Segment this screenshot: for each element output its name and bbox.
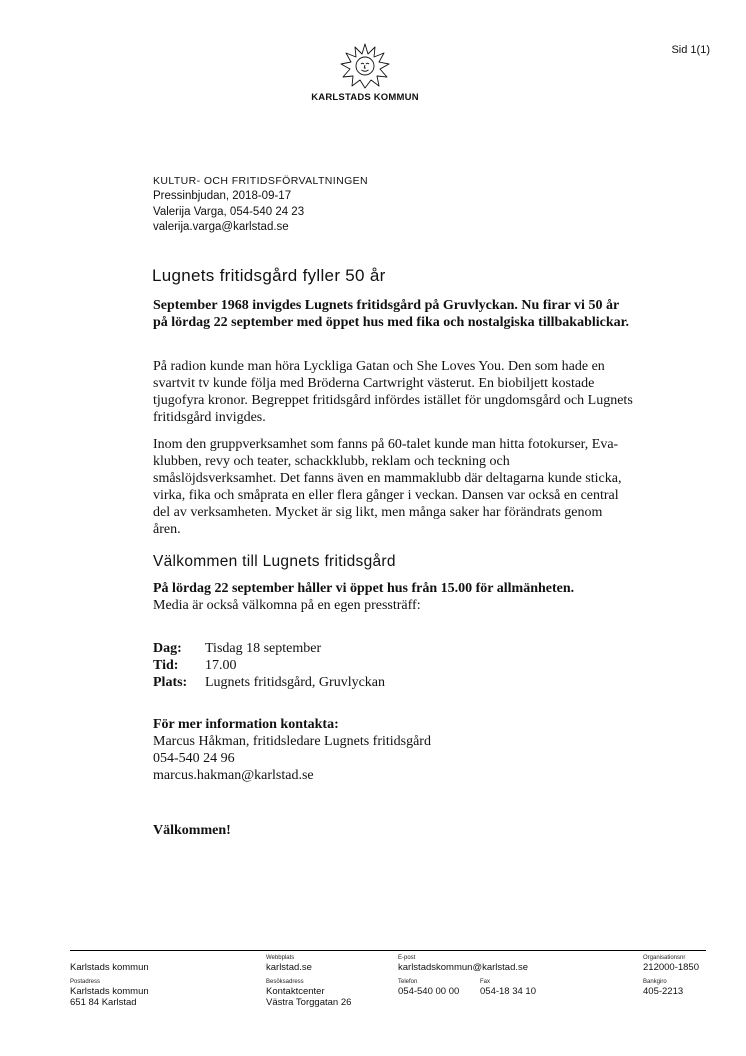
contact-heading: För mer information kontakta: [153,717,339,732]
footer-label: Besöksadress [266,979,304,985]
organization-name: KARLSTADS KOMMUN [311,92,419,103]
footer-label: Fax [480,979,491,985]
detail-value: 17.00 [205,658,237,673]
footer-bankgiro: 405-2213 [643,986,684,997]
footer-divider [70,950,706,951]
contact-block [153,716,431,784]
footer-postal-city: 651 84 Karlstad [70,997,137,1008]
event-details [153,640,385,691]
footer-label: Organisationsnr [643,955,686,961]
document-type-date: Pressinbjudan, 2018-09-17 [153,190,292,203]
footer-org-number: 212000-1850 [643,962,699,973]
detail-label: Dag: [153,641,182,656]
footer-visit-street: Västra Torggatan 26 [266,997,352,1008]
footer-fax: 054-18 34 10 [480,986,536,997]
subheading: Välkommen till Lugnets fritidsgård [153,553,396,570]
department-name: KULTUR- OCH FRITIDSFÖRVALTNINGEN [153,175,369,187]
detail-row-time [153,657,385,674]
detail-label: Tid: [153,658,179,673]
footer-label: Postadress [70,979,101,985]
detail-row-place [153,674,385,691]
contact-email-link[interactable]: marcus.hakman@karlstad.se [153,768,314,783]
body-paragraph: På radion kunde man höra Lyckliga Gatan och She Loves You. Den som hade en svartvit tv kunde följa med Bröderna Cartwright västerut. En biobiljett kostade tjugofyra kronor. Begreppet fritidsgård infördes istället för ungdomsgård och Lugnets fritidsgård invigdes. [153,359,633,425]
footer-col-fax [480,954,536,997]
sun-face-icon [340,43,390,89]
footer-label: Telefon [398,979,418,985]
footer-col-org [643,954,699,997]
detail-row-day [153,640,385,657]
closing-greeting: Välkommen! [153,823,231,838]
footer-org: Karlstads kommun [70,962,149,973]
contact-name-role: Marcus Håkman, fritidsledare Lugnets fritidsgård [153,734,431,749]
detail-label: Plats: [153,675,188,690]
open-house-info: På lördag 22 september håller vi öppet hus från 15.00 för allmänheten. [153,581,575,596]
footer-label: E-post [398,955,416,961]
body-paragraph: Inom den gruppverksamhet som fanns på 60-talet kunde man hitta fotokurser, Eva-klubben, revy och teater, schackklubb, reklam och teckning och småslöjdsverksamhet. Det fanns även en mammaklubb där deltagarna kunde sticka, virka, fika och småprata en eller flera gånger i veckan. Dansen var också en central del av verksamheten. Mycket är sig likt, men många saker har förändrats genom åren. [153,437,622,537]
footer-label: Bankgiro [643,979,667,985]
detail-value: Tisdag 18 september [205,641,322,656]
headline: Lugnets fritidsgård fyller 50 år [152,266,386,285]
page-number: Sid 1(1) [671,44,710,56]
footer-visit-name: Kontaktcenter [266,986,325,997]
welcome-text [153,580,633,614]
media-invite: Media är också välkomna på en egen pressträff: [153,598,421,613]
footer-phone: 054-540 00 00 [398,986,460,997]
contact-person: Valerija Varga, 054-540 24 23 [153,205,305,218]
lead-paragraph: September 1968 invigdes Lugnets fritidsgård på Gruvlyckan. Nu firar vi 50 år på lördag 22 september med öppet hus med fika och nostalgiska tillbakablickar. [153,298,630,330]
footer-label: Webbplats [266,955,295,961]
footer-website-link[interactable]: karlstad.se [266,962,312,973]
detail-value: Lugnets fritidsgård, Gruvlyckan [205,675,386,690]
footer-col-postal [70,954,149,1008]
contact-email: valerija.varga@karlstad.se [153,220,289,233]
footer-email-link[interactable]: karlstadskommun@karlstad.se [398,962,529,973]
sender-info [153,174,368,235]
contact-phone: 054-540 24 96 [153,751,235,766]
footer-postal-name: Karlstads kommun [70,986,149,997]
footer-col-web [266,954,351,1008]
